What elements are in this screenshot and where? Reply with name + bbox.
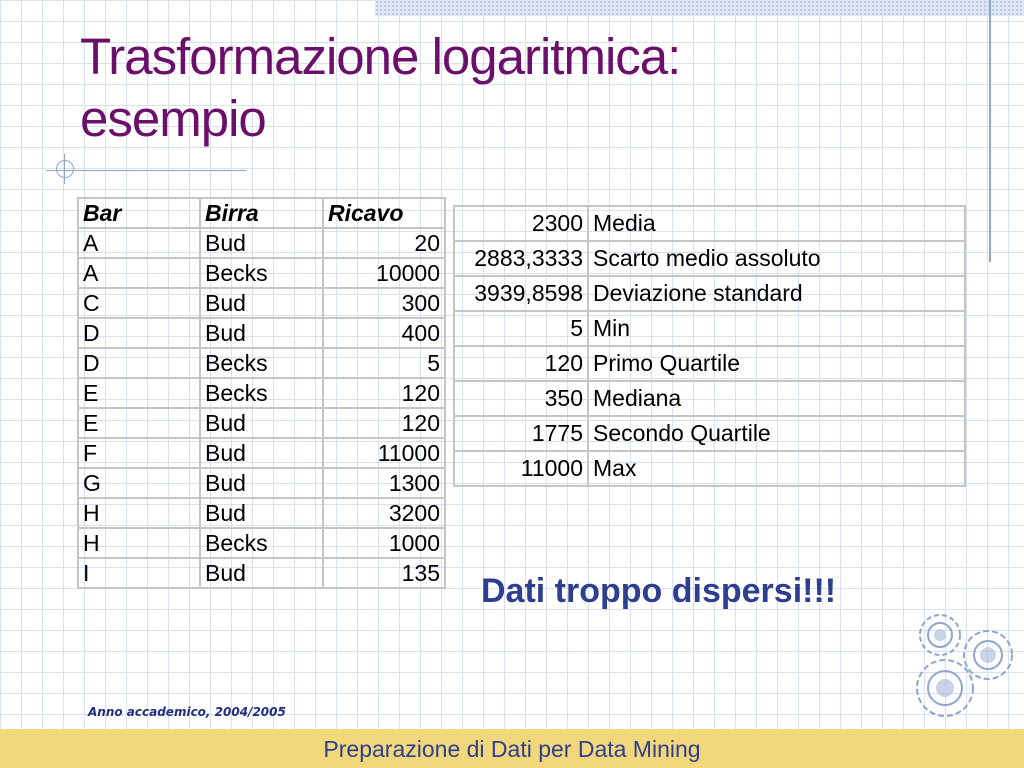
revenue-table xyxy=(77,197,446,589)
stat-label: Secondo Quartile xyxy=(588,416,965,451)
cell-birra: Becks xyxy=(200,348,323,378)
cell-ricavo: 300 xyxy=(323,288,445,318)
academic-year: Anno accademico, 2004/2005 xyxy=(88,705,286,719)
table-row xyxy=(78,558,445,588)
cell-ricavo: 5 xyxy=(323,348,445,378)
cell-ricavo: 10000 xyxy=(323,258,445,288)
cell-birra: Bud xyxy=(200,318,323,348)
stat-value: 2883,3333 xyxy=(454,241,588,276)
stat-label: Max xyxy=(588,451,965,486)
stat-label: Deviazione standard xyxy=(588,276,965,311)
stat-value: 2300 xyxy=(454,206,588,241)
stat-value: 1775 xyxy=(454,416,588,451)
cell-birra: Bud xyxy=(200,408,323,438)
cell-bar: H xyxy=(78,528,200,558)
cell-birra: Bud xyxy=(200,468,323,498)
stats-row xyxy=(454,381,965,416)
stat-label: Mediana xyxy=(588,381,965,416)
cell-birra: Bud xyxy=(200,288,323,318)
cell-ricavo: 1300 xyxy=(323,468,445,498)
stat-value: 350 xyxy=(454,381,588,416)
cell-ricavo: 400 xyxy=(323,318,445,348)
cell-ricavo: 1000 xyxy=(323,528,445,558)
stat-value: 120 xyxy=(454,346,588,381)
table-row xyxy=(78,378,445,408)
title-underline xyxy=(46,170,246,171)
crosshair-icon xyxy=(56,160,74,178)
table-row xyxy=(78,528,445,558)
stats-row xyxy=(454,241,965,276)
cell-ricavo: 120 xyxy=(323,408,445,438)
footer-title: Preparazione di Dati per Data Mining xyxy=(323,736,701,762)
stat-value: 3939,8598 xyxy=(454,276,588,311)
cell-ricavo: 135 xyxy=(323,558,445,588)
stat-value: 11000 xyxy=(454,451,588,486)
stat-value: 5 xyxy=(454,311,588,346)
cell-bar: D xyxy=(78,348,200,378)
cell-bar: C xyxy=(78,288,200,318)
top-decorative-band xyxy=(375,0,1024,16)
cell-birra: Becks xyxy=(200,378,323,408)
right-decorative-line xyxy=(989,0,991,262)
cell-ricavo: 120 xyxy=(323,378,445,408)
table-row xyxy=(78,258,445,288)
stats-row xyxy=(454,416,965,451)
cell-birra: Bud xyxy=(200,228,323,258)
cell-bar: D xyxy=(78,318,200,348)
stats-row xyxy=(454,276,965,311)
table-row xyxy=(78,318,445,348)
stat-label: Scarto medio assoluto xyxy=(588,241,965,276)
table-row xyxy=(78,348,445,378)
stat-label: Media xyxy=(588,206,965,241)
table-row xyxy=(78,408,445,438)
cell-bar: E xyxy=(78,378,200,408)
cell-birra: Becks xyxy=(200,258,323,288)
stat-label: Primo Quartile xyxy=(588,346,965,381)
cell-ricavo: 3200 xyxy=(323,498,445,528)
cell-birra: Bud xyxy=(200,498,323,528)
crosshair-line xyxy=(64,154,65,184)
callout-text: Dati troppo dispersi!!! xyxy=(481,572,837,610)
table-row xyxy=(78,288,445,318)
stat-label: Min xyxy=(588,311,965,346)
header-bar: Bar xyxy=(78,198,200,228)
table-row xyxy=(78,468,445,498)
cell-bar: A xyxy=(78,228,200,258)
cell-bar: H xyxy=(78,498,200,528)
cell-ricavo: 11000 xyxy=(323,438,445,468)
cell-birra: Bud xyxy=(200,438,323,468)
cell-birra: Bud xyxy=(200,558,323,588)
gears-logo-icon xyxy=(900,600,1020,725)
stats-row xyxy=(454,206,965,241)
cell-bar: F xyxy=(78,438,200,468)
table-row xyxy=(78,498,445,528)
stats-row xyxy=(454,311,965,346)
cell-bar: I xyxy=(78,558,200,588)
title-line-2: esempio xyxy=(80,90,266,147)
stats-row xyxy=(454,346,965,381)
cell-birra: Becks xyxy=(200,528,323,558)
cell-bar: E xyxy=(78,408,200,438)
statistics-table xyxy=(453,205,966,487)
slide-title xyxy=(80,26,680,150)
table-header-row xyxy=(78,198,445,228)
cell-ricavo: 20 xyxy=(323,228,445,258)
header-birra: Birra xyxy=(200,198,323,228)
header-ricavo: Ricavo xyxy=(323,198,445,228)
table-row xyxy=(78,228,445,258)
stats-row xyxy=(454,451,965,486)
table-row xyxy=(78,438,445,468)
cell-bar: G xyxy=(78,468,200,498)
cell-bar: A xyxy=(78,258,200,288)
title-line-1: Trasformazione logaritmica: xyxy=(80,28,681,85)
